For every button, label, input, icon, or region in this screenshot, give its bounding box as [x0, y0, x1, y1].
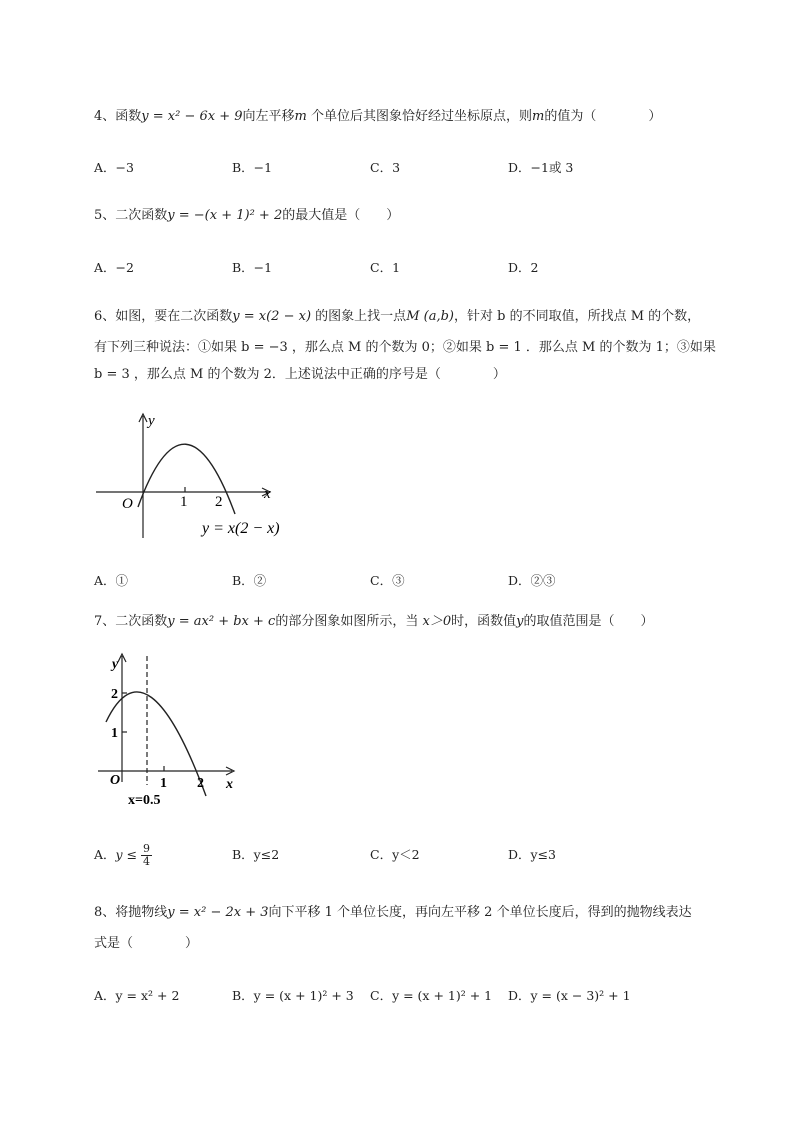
q5-prefix: 5、二次函数 — [94, 208, 168, 223]
q4-prefix: 4、函数 — [94, 109, 142, 124]
q7-fraction-denominator: 4 — [143, 855, 151, 868]
q6-stem-line2: 有下列三种说法：①如果 b = −3 ，那么点 M 的个数为 0；②如果 b = 1 ．那么点 M 的个数为 1；③如果 — [94, 340, 716, 355]
q4-var-m2: m — [532, 109, 545, 124]
q7-ytick1-label: 1 — [111, 726, 118, 741]
q8-stem-line1 — [94, 904, 692, 922]
q6-post-text: ，针对 b 的不同取值，所找点 M 的个数， — [453, 309, 701, 324]
q8-post-text: 向下平移 1 个单位长度，再向左平移 2 个单位长度后，得到的抛物线表达 — [268, 905, 692, 920]
q4-var-m: m — [294, 109, 307, 124]
q4-post-text: 个单位后其图象恰好经过坐标原点，则 — [311, 109, 533, 124]
q4-option-c: C．3 — [370, 160, 401, 175]
q6-curve-label: y = x(2 − x) — [202, 520, 280, 537]
q6-option-a: A．① — [94, 573, 129, 588]
q7-mid-text: 的部分图象如图所示，当 — [275, 614, 419, 629]
q7-y-label: y — [112, 657, 119, 672]
q4-mid-text: 向左平移 — [242, 109, 295, 124]
q6-x-label: x — [264, 486, 271, 502]
q8-stem-line2: 式是（ ） — [94, 936, 199, 951]
q7-prefix: 7、二次函数 — [94, 614, 168, 629]
q7-option-a — [94, 838, 152, 872]
q7-var-y: y — [516, 614, 524, 629]
q8-prefix: 8、将抛物线 — [94, 905, 168, 920]
q6-graph — [90, 408, 310, 548]
q4-option-a: A．−3 — [94, 160, 134, 175]
q7-option-b: B．y≤2 — [232, 847, 280, 862]
q7-ytick2-label: 2 — [111, 687, 118, 702]
q4-tail: 的值为（ ） — [544, 109, 662, 124]
q8-option-a: A．y = x² + 2 — [94, 988, 180, 1003]
q6-mid-text: 的图象上找一点 — [315, 309, 407, 324]
q8-option-d: D．y = (x − 3)² + 1 — [508, 988, 631, 1003]
q7-graph — [94, 650, 254, 810]
q6-option-b: B．② — [232, 573, 267, 588]
q6-stem-line1 — [94, 308, 700, 326]
q6-stem-line3: b = 3 ，那么点 M 的个数为 2．上述说法中正确的序号是（ ） — [94, 367, 506, 382]
q6-y-label: y — [148, 413, 155, 429]
q7-option-a-relation: y ≤ — [115, 847, 138, 862]
q7-option-c: C．y＜2 — [370, 847, 420, 862]
q6-tick2-label: 2 — [215, 494, 223, 510]
q4-expression: y = x² − 6x + 9 — [141, 109, 243, 124]
q7-xtick1-label: 1 — [160, 776, 167, 791]
q8-option-b: B．y = (x + 1)² + 3 — [232, 988, 354, 1003]
q5-stem — [94, 207, 399, 225]
q7-option-d: D．y≤3 — [508, 847, 557, 862]
q6-origin-label: O — [122, 496, 133, 512]
q7-origin-label: O — [110, 773, 121, 788]
q6-option-d: D．②③ — [508, 573, 556, 588]
q7-fraction-numerator: 9 — [143, 842, 151, 855]
q8-option-c: C．y = (x + 1)² + 1 — [370, 988, 493, 1003]
q4-option-b: B．−1 — [232, 160, 273, 175]
q7-expression: y = ax² + bx + c — [167, 614, 276, 629]
q6-option-c: C．③ — [370, 573, 405, 588]
q6-point: M (a,b) — [406, 309, 454, 324]
q6-tick1-label: 1 — [180, 494, 188, 510]
q7-axis-label: x=0.5 — [128, 793, 161, 808]
q8-expression: y = x² − 2x + 3 — [167, 905, 269, 920]
q5-expression: y = −(x + 1)² + 2 — [167, 208, 283, 223]
q7-option-a-prefix: A． — [94, 847, 116, 862]
q5-option-c: C．1 — [370, 260, 401, 275]
q6-prefix: 6、如图，要在二次函数 — [94, 309, 233, 324]
q7-option-a-fraction — [141, 843, 152, 868]
q6-expression: y = x(2 − x) — [232, 309, 312, 324]
q7-tail: 的取值范围是（ ） — [523, 614, 654, 629]
q7-condition: x＞0 — [422, 614, 452, 629]
q7-xtick2-label: 2 — [197, 776, 204, 791]
q7-post-text: 时，函数值 — [451, 614, 517, 629]
q4-option-d: D．−1或 3 — [508, 160, 574, 175]
q7-parabola — [106, 692, 206, 796]
q4-stem — [94, 108, 661, 126]
q5-option-d: D．2 — [508, 260, 539, 275]
q5-option-a: A．−2 — [94, 260, 134, 275]
q7-stem — [94, 613, 653, 631]
q5-option-b: B．−1 — [232, 260, 273, 275]
q7-x-label: x — [226, 777, 233, 792]
q5-post-text: 的最大值是（ ） — [282, 208, 400, 223]
